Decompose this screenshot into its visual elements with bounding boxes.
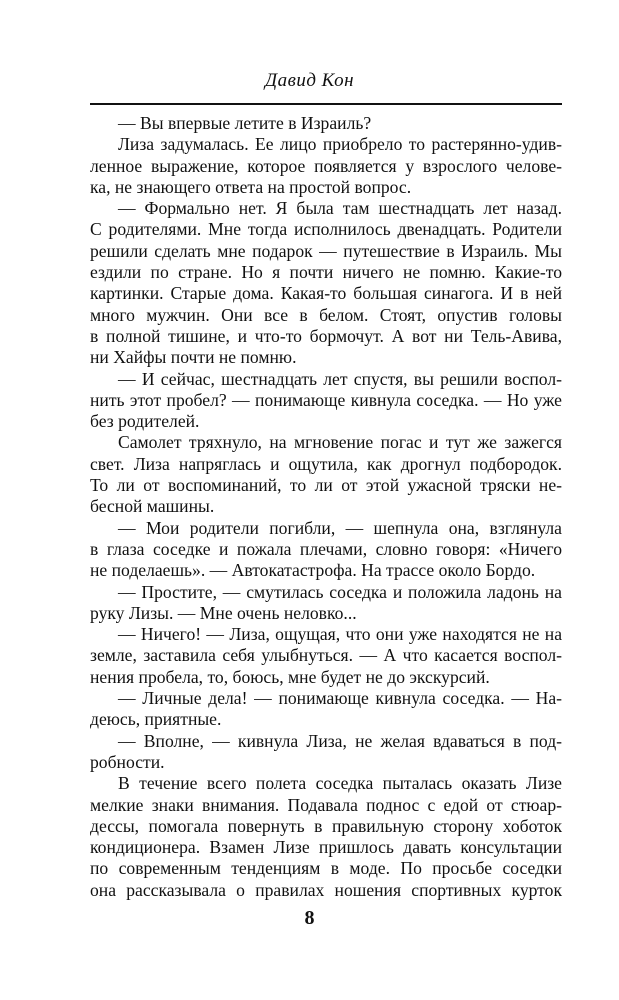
text-line: В течение всего полета соседка пыталась оказать Лизе — [118, 773, 562, 794]
text-line: — Простите, — смутилась соседка и положила ладонь на — [118, 581, 562, 602]
text-line: То ли от воспоминаний, то ли от этой ужасной тряски не- — [90, 475, 562, 496]
text-line: ездили по стране. Но я почти ничего не помню. Какие-то — [90, 262, 562, 283]
text-line: в глаза соседке и пожала плечами, словно говоря: «Ничего — [90, 538, 562, 559]
text-line: — Ничего! — Лиза, ощущая, что они уже находятся не на — [118, 624, 562, 645]
text-line: не поделаешь». — Автокатастрофа. На трассе около Бордо. — [90, 560, 536, 581]
text-line: дессы, помогала повернуть в правильную сторону хоботок — [90, 815, 562, 836]
text-line: Лиза задумалась. Ее лицо приобрело то растерянно-удив- — [118, 134, 562, 155]
text-line: бесной машины. — [90, 496, 215, 517]
text-line: нения пробела, то, боюсь, мне будет не до экскурсий. — [90, 666, 490, 687]
text-line: в полной тишине, и что-то бормочут. А вот ни Тель-Авива, — [90, 325, 562, 346]
text-line: ленное выражение, которое появляется у взрослого челове- — [90, 155, 562, 176]
page-number: 8 — [304, 907, 315, 929]
text-line: ка, не знающего ответа на простой вопрос. — [90, 176, 412, 197]
header-rule — [90, 103, 562, 105]
text-line: мелкие знаки внимания. Подавала поднос с едой от стюар- — [90, 794, 562, 815]
text-line: нить этот пробел? — понимающе кивнула соседка. — Но уже — [90, 389, 562, 410]
text-line: решили сделать мне подарок — путешествие в Израиль. Мы — [90, 240, 562, 261]
text-line: картинки. Старые дома. Какая-то большая синагога. И в ней — [90, 283, 562, 304]
text-line: — Личные дела! — понимающе кивнула соседка. — На- — [118, 688, 562, 709]
text-line: Самолет тряхнуло, на мгновение погас и тут же зажегся — [118, 432, 562, 453]
text-line: она рассказывала о правилах ношения спортивных курток — [90, 879, 562, 900]
text-line: — И сейчас, шестнадцать лет спустя, вы решили воспол- — [118, 368, 562, 389]
body-text — [90, 113, 562, 901]
text-line: С родителями. Мне тогда исполнилось двенадцать. Родители — [90, 219, 562, 240]
text-line: много мужчин. Они все в белом. Стоят, опустив головы — [90, 304, 562, 325]
text-line: — Вполне, — кивнула Лиза, не желая вдаваться в под- — [118, 730, 562, 751]
text-line: — Мои родители погибли, — шепнула она, взглянула — [118, 517, 562, 538]
text-line: — Вы впервые летите в Израиль? — [118, 113, 372, 133]
text-line: деюсь, приятные. — [90, 709, 222, 730]
text-line: кондиционера. Взамен Лизе пришлось давать консультации — [90, 837, 562, 858]
text-line: по современным тенденциям в моде. По просьбе соседки — [90, 858, 562, 879]
text-line: без родителей. — [90, 411, 200, 432]
text-line: — Формально нет. Я была там шестнадцать лет назад. — [118, 198, 562, 219]
text-line: ни Хайфы почти не помню. — [90, 347, 297, 368]
text-line: свет. Лиза напряглась и ощутила, как дрогнул подбородок. — [90, 453, 562, 474]
running-head: Давид Кон — [264, 70, 355, 91]
text-line: робности. — [90, 751, 165, 772]
text-line: руку Лизы. — Мне очень неловко... — [90, 602, 357, 623]
text-line: земле, заставила себя улыбнуться. — А что касается воспол- — [90, 645, 562, 666]
